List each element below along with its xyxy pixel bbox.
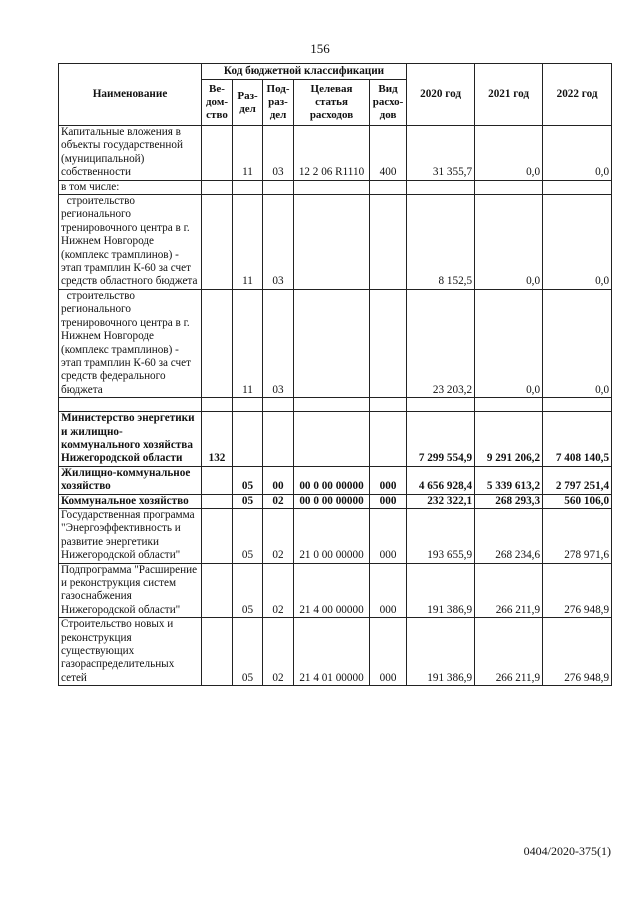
header-2020: 2020 год bbox=[407, 64, 475, 126]
cell-target bbox=[294, 398, 370, 412]
cell-podrazdel bbox=[263, 180, 294, 194]
page-number: 156 bbox=[310, 41, 330, 56]
cell-vid: 000 bbox=[370, 563, 407, 618]
cell-2022: 560 106,0 bbox=[543, 494, 612, 508]
budget-table bbox=[58, 63, 612, 686]
table-row bbox=[59, 195, 612, 290]
cell-target: 21 4 00 00000 bbox=[294, 563, 370, 618]
cell-vid bbox=[370, 412, 407, 467]
cell-name: Министерство энергетики и жилищно-коммунального хозяйства Нижегородской области bbox=[59, 412, 202, 467]
cell-target: 12 2 06 R1110 bbox=[294, 126, 370, 181]
cell-razdel bbox=[233, 412, 263, 467]
cell-vid: 400 bbox=[370, 126, 407, 181]
cell-2020: 191 386,9 bbox=[407, 563, 475, 618]
cell-name: строительство регионального тренировочного центра в г. Нижнем Новгороде (комплекс трамплинов) - этап трамплин К-60 за счет средств областного бюджета bbox=[59, 195, 202, 290]
cell-vedomstvo bbox=[202, 494, 233, 508]
cell-name: в том числе: bbox=[59, 180, 202, 194]
cell-razdel: 05 bbox=[233, 466, 263, 494]
table-row bbox=[59, 508, 612, 563]
cell-vedomstvo bbox=[202, 126, 233, 181]
cell-podrazdel: 02 bbox=[263, 508, 294, 563]
header-name: Наименование bbox=[59, 64, 202, 126]
cell-2022: 7 408 140,5 bbox=[543, 412, 612, 467]
cell-razdel: 11 bbox=[233, 289, 263, 397]
cell-2020: 31 355,7 bbox=[407, 126, 475, 181]
cell-vid: 000 bbox=[370, 508, 407, 563]
cell-podrazdel: 02 bbox=[263, 494, 294, 508]
table-row bbox=[59, 180, 612, 194]
cell-vid bbox=[370, 180, 407, 194]
header-razdel: Раз- дел bbox=[233, 80, 263, 126]
cell-2021: 0,0 bbox=[475, 126, 543, 181]
cell-name: Подпрограмма "Расширение и реконструкция систем газоснабжения Нижегородской области" bbox=[59, 563, 202, 618]
cell-razdel: 05 bbox=[233, 618, 263, 686]
cell-2021: 266 211,9 bbox=[475, 563, 543, 618]
cell-2020: 8 152,5 bbox=[407, 195, 475, 290]
cell-2022 bbox=[543, 398, 612, 412]
cell-razdel bbox=[233, 398, 263, 412]
cell-vedomstvo bbox=[202, 180, 233, 194]
cell-target: 00 0 00 00000 bbox=[294, 494, 370, 508]
cell-vedomstvo: 132 bbox=[202, 412, 233, 467]
cell-target bbox=[294, 412, 370, 467]
cell-name: Капитальные вложения в объекты государственной (муниципальной) собственности bbox=[59, 126, 202, 181]
cell-2020: 23 203,2 bbox=[407, 289, 475, 397]
table-row bbox=[59, 289, 612, 397]
cell-2022: 0,0 bbox=[543, 289, 612, 397]
cell-razdel bbox=[233, 180, 263, 194]
cell-2021: 0,0 bbox=[475, 195, 543, 290]
table-row bbox=[59, 494, 612, 508]
cell-2022: 0,0 bbox=[543, 195, 612, 290]
cell-2022: 2 797 251,4 bbox=[543, 466, 612, 494]
cell-2020: 232 322,1 bbox=[407, 494, 475, 508]
cell-2020: 193 655,9 bbox=[407, 508, 475, 563]
cell-2021: 9 291 206,2 bbox=[475, 412, 543, 467]
cell-2020 bbox=[407, 180, 475, 194]
cell-razdel: 05 bbox=[233, 508, 263, 563]
cell-target: 00 0 00 00000 bbox=[294, 466, 370, 494]
cell-target bbox=[294, 180, 370, 194]
cell-2022: 0,0 bbox=[543, 126, 612, 181]
table-body bbox=[59, 126, 612, 686]
cell-2021: 268 293,3 bbox=[475, 494, 543, 508]
cell-2021: 0,0 bbox=[475, 289, 543, 397]
cell-vid bbox=[370, 289, 407, 397]
cell-razdel: 11 bbox=[233, 126, 263, 181]
cell-2021: 268 234,6 bbox=[475, 508, 543, 563]
cell-target bbox=[294, 195, 370, 290]
cell-podrazdel: 02 bbox=[263, 618, 294, 686]
cell-2021: 266 211,9 bbox=[475, 618, 543, 686]
cell-vedomstvo bbox=[202, 195, 233, 290]
cell-podrazdel: 02 bbox=[263, 563, 294, 618]
header-code-group: Код бюджетной классификации bbox=[202, 64, 407, 80]
cell-podrazdel: 03 bbox=[263, 195, 294, 290]
cell-2021 bbox=[475, 180, 543, 194]
cell-vid: 000 bbox=[370, 494, 407, 508]
cell-2022: 276 948,9 bbox=[543, 563, 612, 618]
cell-razdel: 05 bbox=[233, 494, 263, 508]
cell-2022: 278 971,6 bbox=[543, 508, 612, 563]
header-vid: Вид расхо- дов bbox=[370, 80, 407, 126]
cell-2020: 7 299 554,9 bbox=[407, 412, 475, 467]
cell-vedomstvo bbox=[202, 618, 233, 686]
cell-name bbox=[59, 398, 202, 412]
cell-vedomstvo bbox=[202, 563, 233, 618]
header-vedomstvo: Ве- дом- ство bbox=[202, 80, 233, 126]
cell-vid: 000 bbox=[370, 618, 407, 686]
cell-target bbox=[294, 289, 370, 397]
cell-name: Жилищно-коммунальное хозяйство bbox=[59, 466, 202, 494]
cell-name: строительство регионального тренировочного центра в г. Нижнем Новгороде (комплекс трамплинов) - этап трамплин К-60 за счет средств федерального бюджета bbox=[59, 289, 202, 397]
cell-podrazdel bbox=[263, 412, 294, 467]
cell-vid bbox=[370, 398, 407, 412]
cell-vedomstvo bbox=[202, 508, 233, 563]
cell-2020: 4 656 928,4 bbox=[407, 466, 475, 494]
table-row bbox=[59, 412, 612, 467]
cell-vid bbox=[370, 195, 407, 290]
header-2022: 2022 год bbox=[543, 64, 612, 126]
cell-2020 bbox=[407, 398, 475, 412]
cell-podrazdel bbox=[263, 398, 294, 412]
cell-razdel: 05 bbox=[233, 563, 263, 618]
header-target: Целевая статья расходов bbox=[294, 80, 370, 126]
cell-vid: 000 bbox=[370, 466, 407, 494]
cell-2021 bbox=[475, 398, 543, 412]
cell-vedomstvo bbox=[202, 466, 233, 494]
cell-2022: 276 948,9 bbox=[543, 618, 612, 686]
table-row bbox=[59, 398, 612, 412]
header-2021: 2021 год bbox=[475, 64, 543, 126]
cell-2021: 5 339 613,2 bbox=[475, 466, 543, 494]
cell-razdel: 11 bbox=[233, 195, 263, 290]
header-podrazdel: Под- раз- дел bbox=[263, 80, 294, 126]
cell-name: Коммунальное хозяйство bbox=[59, 494, 202, 508]
table-row bbox=[59, 563, 612, 618]
cell-name: Строительство новых и реконструкция существующих газораспределительных сетей bbox=[59, 618, 202, 686]
cell-podrazdel: 00 bbox=[263, 466, 294, 494]
cell-2022 bbox=[543, 180, 612, 194]
cell-name: Государственная программа "Энергоэффективность и развитие энергетики Нижегородской области" bbox=[59, 508, 202, 563]
document-code: 0404/2020-375(1) bbox=[523, 844, 611, 858]
cell-target: 21 4 01 00000 bbox=[294, 618, 370, 686]
cell-podrazdel: 03 bbox=[263, 289, 294, 397]
cell-podrazdel: 03 bbox=[263, 126, 294, 181]
cell-2020: 191 386,9 bbox=[407, 618, 475, 686]
cell-vedomstvo bbox=[202, 289, 233, 397]
cell-target: 21 0 00 00000 bbox=[294, 508, 370, 563]
table-row bbox=[59, 126, 612, 181]
table-row bbox=[59, 618, 612, 686]
cell-vedomstvo bbox=[202, 398, 233, 412]
table-row bbox=[59, 466, 612, 494]
